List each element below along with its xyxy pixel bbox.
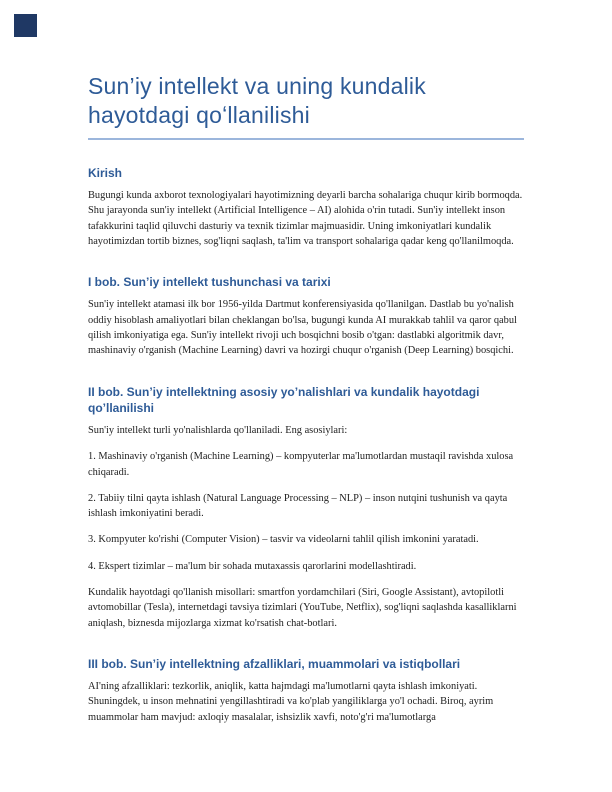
section-heading-ii-bob: II bob. Sun’iy intellektning asosiy yo’nalishlari va kundalik hayotdagi qo’llanilishi <box>88 384 480 415</box>
document-title: Sun’iy intellekt va uning kundalik hayotdagi qoʻllanilishi <box>88 73 426 129</box>
section-kirish <box>88 165 524 249</box>
section-heading-iii-bob: III bob. Sun’iy intellektning afzalliklari, muammolari va istiqbollari <box>88 656 461 671</box>
paragraph: Kundalik hayotdagi qo'llanish misollari: smartfon yordamchilari (Siri, Google Assistant), avtopilotli avtomobillar (Tesla), internetdagi tavsiya tizimlari (YouTube, Netflix), sog'liqni saqlashda kasalliklarni aniqlash, biznesda mijozlarga xizmat ko'rsatish chat-botlari. <box>88 587 517 629</box>
title-divider <box>88 138 524 140</box>
list-item-paragraph: 4. Ekspert tizimlar – ma'lum bir sohada mutaxassis qarorlarini modellashtiradi. <box>88 560 417 572</box>
section-i-bob <box>88 274 524 358</box>
list-item-paragraph: 2. Tabiiy tilni qayta ishlash (Natural Language Processing – NLP) – inson nutqini tushunish va qayta ishlash imkoniyatini beradi. <box>88 492 508 520</box>
section-iii-bob <box>88 656 524 725</box>
section-heading-kirish: Kirish <box>88 165 123 180</box>
paragraph: Sun'iy intellekt turli yo'nalishlarda qo'llaniladi. Eng asosiylari: <box>88 425 348 436</box>
paragraph: AI'ning afzalliklari: tezkorlik, aniqlik, katta hajmdagi ma'lumotlarni qayta ishlash imkoniyati. Shuningdek, u inson mehnatini yengillashtiradi va ko'plab yangiliklarga yo'l ochadi. Biroq, ayrim muammolar ham mavjud: axloqiy masalalar, ishsizlik xavfi, noto'g'ri ma'lumotlarga <box>88 681 494 723</box>
section-ii-bob <box>88 384 524 631</box>
paragraph: Sun'iy intellekt atamasi ilk bor 1956-yilda Dartmut konferensiyasida qo'llanilgan. Dastlab bu yo'nalish oddiy hisoblash amaliyotlari bilan cheklangan bo'lsa, bugungi kunda AI murakkab tahlil va qaror qabul qilish imkoniyatiga ega. Sun'iy intellekt rivoji uch bosqichni bosib o'tgan: dastlabki algoritmik davr, mashinaviy o'rganish (Machine Learning) davri va hozirgi chuqur o'rganish (Deep Learning) bosqichi. <box>88 299 517 357</box>
list-item-paragraph: 1. Mashinaviy o'rganish (Machine Learning) – kompyuterlar ma'lumotlardan mustaqil ravishda xulosa chiqaradi. <box>88 451 514 478</box>
paragraph: Bugungi kunda axborot texnologiyalari hayotimizning deyarli barcha sohalariga chuqur kirib bormoqda. Shu jarayonda sun'iy intellekt (Artificial Intelligence – AI) alohida o'rin tutadi. Sun'iy intellekt inson tafakkurini taqlid qiluvchi dasturiy va texnik tizimlar majmuasidir. Uning imkoniyatlari kundalik hayotimizdan tortib biznes, sog'liqni saqlash, ta'lim va transport sohalariga qadar keng qo'llanilmoqda. <box>88 190 523 247</box>
section-heading-i-bob: I bob. Sun’iy intellekt tushunchasi va tarixi <box>88 275 331 290</box>
list-item-paragraph: 3. Kompyuter ko'rishi (Computer Vision) – tasvir va videolarni tahlil qilish imkonini yaratadi. <box>88 534 479 546</box>
corner-decoration <box>14 14 37 37</box>
